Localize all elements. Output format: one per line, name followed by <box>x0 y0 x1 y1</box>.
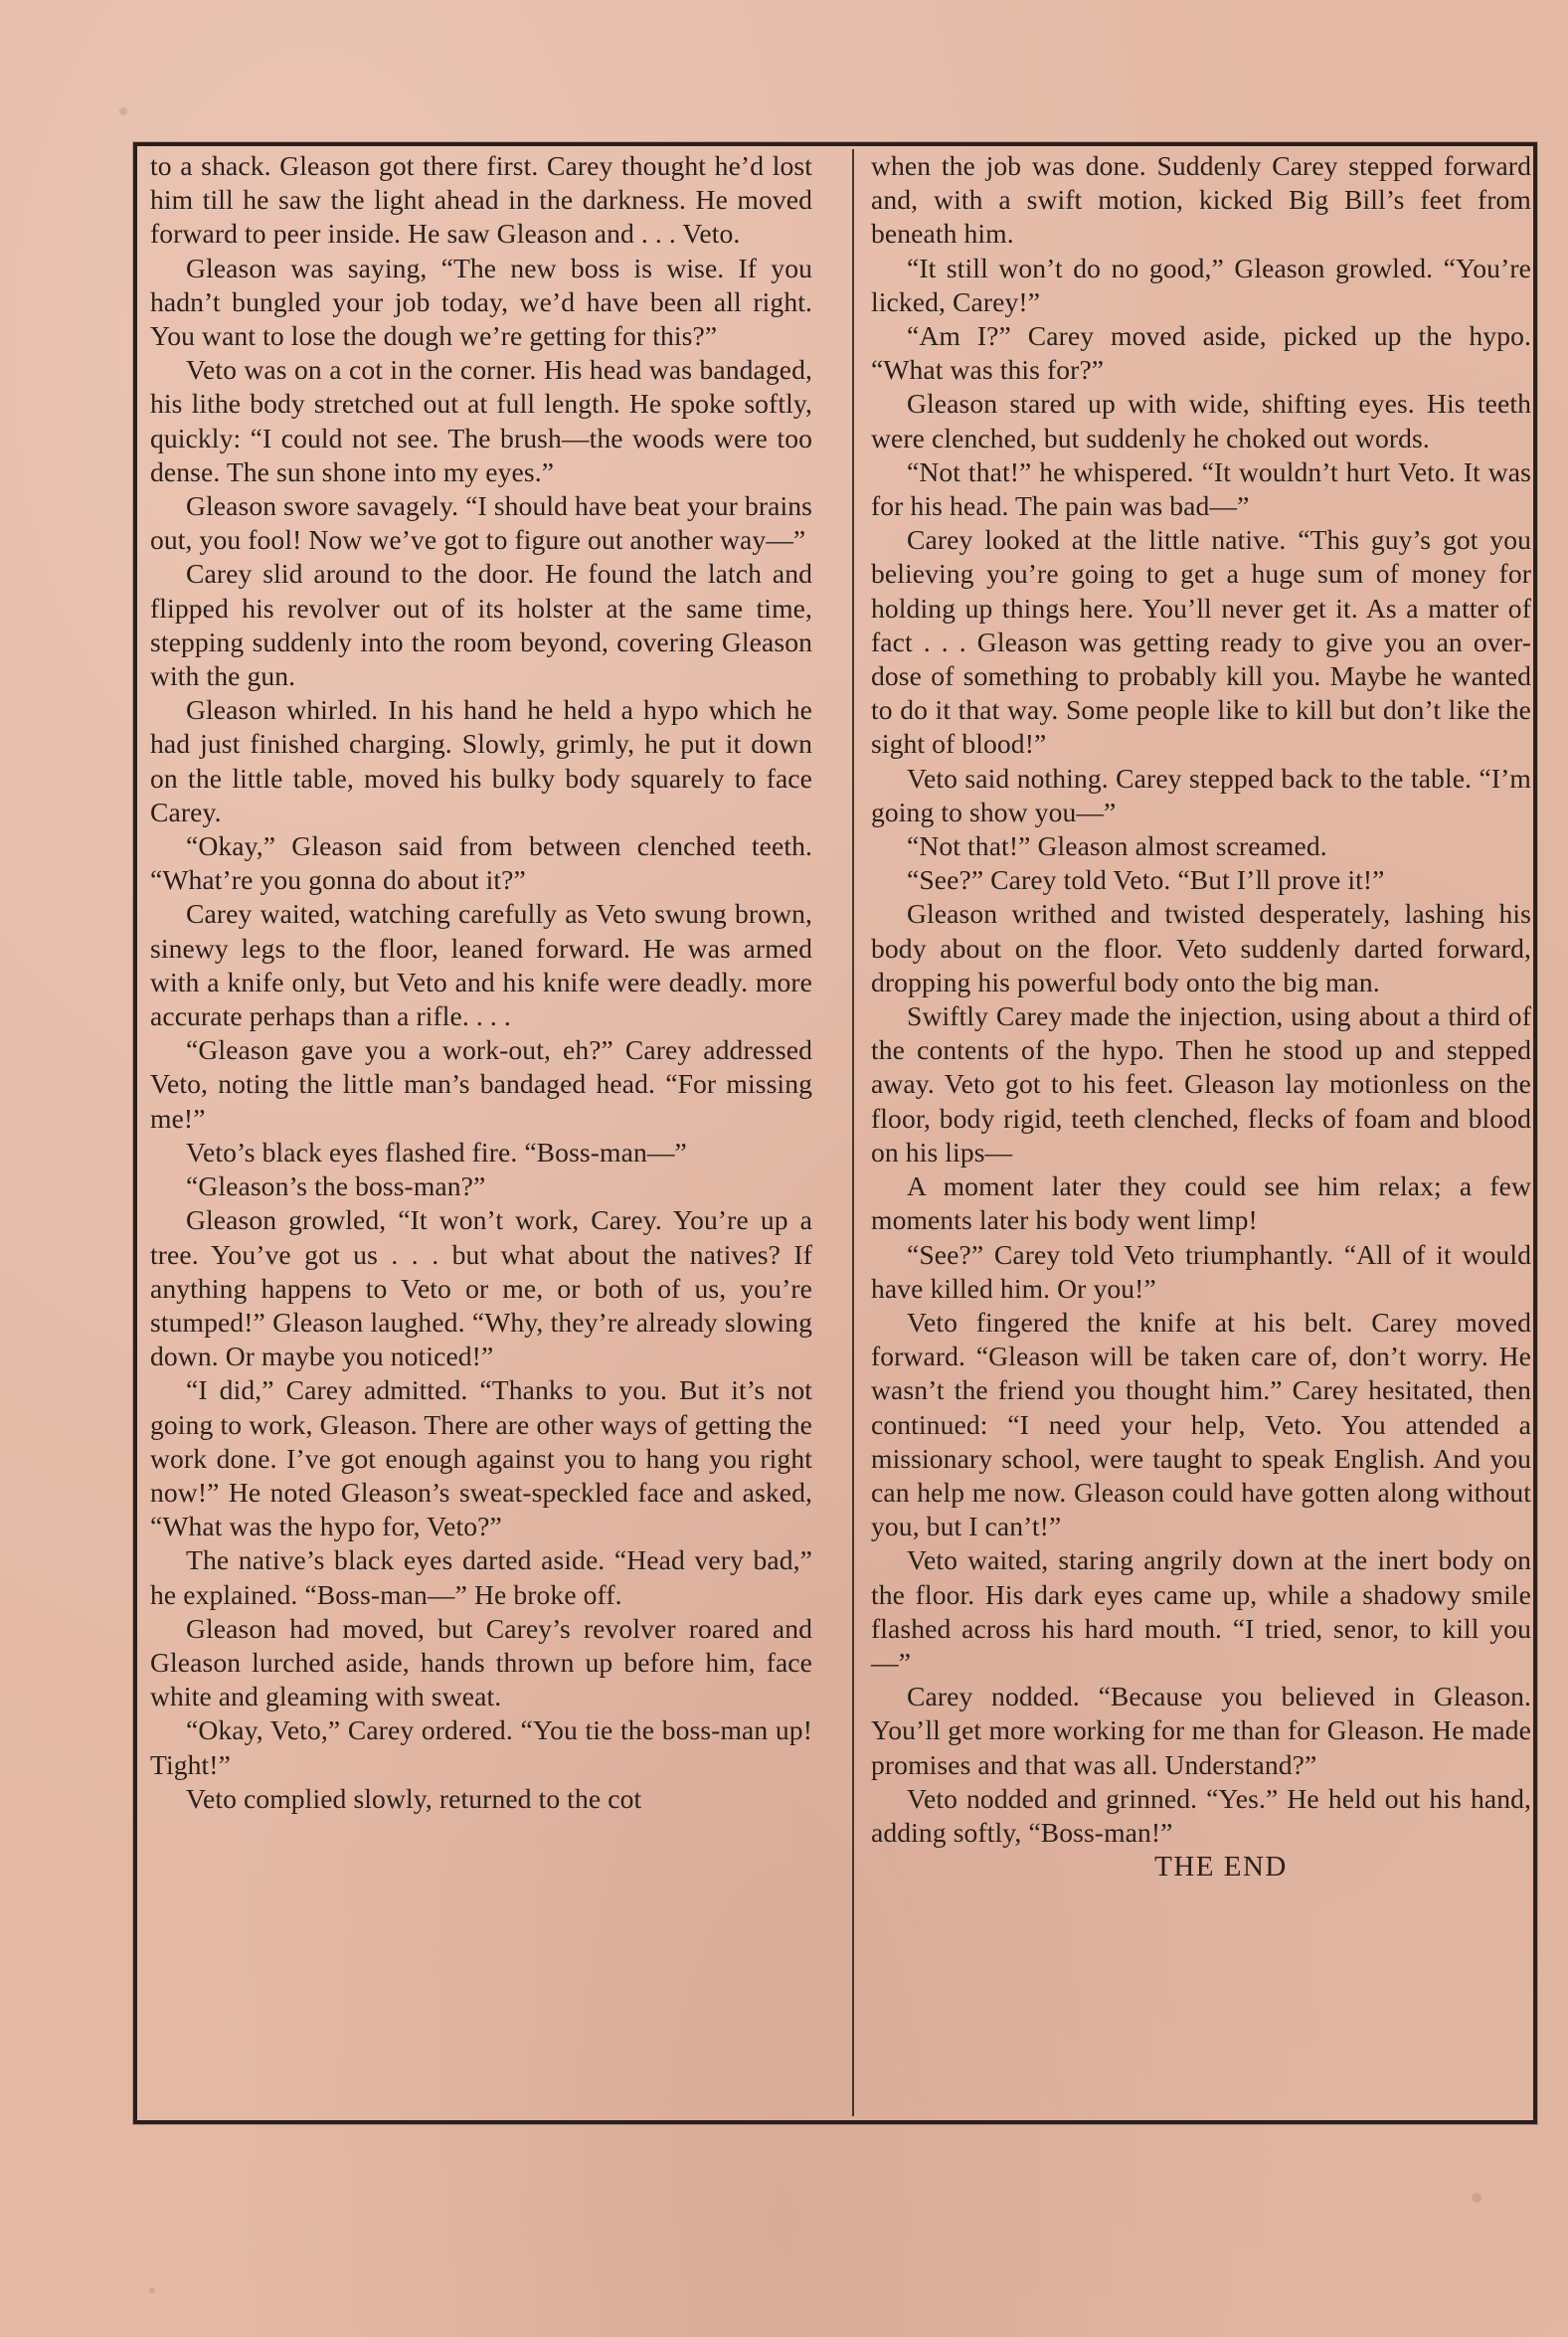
story-paragraph: “I did,” Carey admitted. “Thanks to you. But it’s not going to work, Gleason. There are other ways of getting the work done. I’ve got enough against you to hang you right now!” He noted Gleason’s sweat-speckled face and asked, “What was the hypo for, Veto?” <box>150 1374 812 1542</box>
story-paragraph: “Not that!” he whispered. “It wouldn’t hurt Veto. It was for his head. The pain was bad—” <box>871 455 1531 522</box>
story-paragraph: “Okay, Veto,” Carey ordered. “You tie the boss-man up! Tight!” <box>150 1714 812 1780</box>
story-paragraph: The native’s black eyes darted aside. “Head very bad,” he explained. “Boss-man—” He broke off. <box>150 1544 812 1610</box>
story-paragraph: Veto said nothing. Carey stepped back to the table. “I’m going to show you—” <box>871 762 1531 827</box>
left-column <box>150 149 812 1816</box>
page-stain <box>1472 2193 1481 2203</box>
story-paragraph: “It still won’t do no good,” Gleason growled. “You’re licked, Carey!” <box>871 252 1531 317</box>
story-paragraph: Swiftly Carey made the injection, using about a third of the contents of the hypo. Then he stood up and stepped away. Veto got to his feet. Gleason lay motionless on the floor, body rigid, teeth clenched, flecks of foam and blood on his lips— <box>871 1000 1531 1168</box>
story-paragraph: Carey looked at the little native. “This guy’s got you believing you’re going to get a huge sum of money for holding up things here. You’ll never get it. As a matter of fact . . . Gleason was getting ready to give you an over-dose of something to probably kill you. Maybe he wanted to do it that way. Some people like to kill but don’t like the sight of blood!” <box>871 524 1531 760</box>
story-paragraph: “See?” Carey told Veto triumphantly. “All of it would have killed him. Or you!” <box>871 1238 1531 1304</box>
story-paragraph: Carey nodded. “Because you believed in Gleason. You’ll get more working for me than for Gleason. He made promises and that was all. Understand?” <box>871 1681 1531 1780</box>
story-paragraph: Veto’s black eyes flashed fire. “Boss-man—” <box>186 1136 687 1168</box>
story-paragraph: Gleason had moved, but Carey’s revolver roared and Gleason lurched aside, hands thrown up before him, face white and gleaming with sweat. <box>150 1612 812 1712</box>
story-paragraph: Carey waited, watching carefully as Veto swung brown, sinewy legs to the floor, leaned forward. He was armed with a knife only, but Veto and his knife were deadly. more accurate perhaps than a rifle. . . . <box>150 898 812 1032</box>
story-paragraph: Veto was on a cot in the corner. His head was bandaged, his lithe body stretched out at full length. He spoke softly, quickly: “I could not see. The brush—the woods were too dense. The sun shone into my eyes.” <box>150 354 812 487</box>
story-paragraph: Veto waited, staring angrily down at the inert body on the floor. His dark eyes came up, while a shadowy smile flashed across his hard mouth. “I tried, senor, to kill you—” <box>871 1544 1531 1678</box>
story-paragraph: “Not that!” Gleason almost screamed. <box>907 830 1327 862</box>
page-stain <box>119 107 127 115</box>
story-paragraph: Gleason growled, “It won’t work, Carey. You’re up a tree. You’ve got us . . . but what about the natives? If anything happens to Veto or me, or both of us, you’re stumped!” Gleason laughed. “Why, they’re already slowing down. Or maybe you noticed!” <box>150 1204 812 1372</box>
story-paragraph: Gleason stared up with wide, shifting eyes. His teeth were clenched, but suddenly he choked out words. <box>871 388 1531 453</box>
right-column <box>871 149 1531 1884</box>
story-paragraph: “Gleason gave you a work-out, eh?” Carey addressed Veto, noting the little man’s bandaged head. “For missing me!” <box>150 1034 812 1134</box>
page-stain <box>149 2287 155 2293</box>
story-paragraph: Veto complied slowly, returned to the cot <box>186 1782 642 1814</box>
story-paragraph: Carey slid around to the door. He found the latch and flipped his revolver out of its holster at the same time, stepping suddenly into the room beyond, covering Gleason with the gun. <box>150 558 812 692</box>
story-paragraph: to a shack. Gleason got there first. Carey thought he’d lost him till he saw the light ahead in the darkness. He moved forward to peer inside. He saw Gleason and . . . Veto. <box>150 150 812 250</box>
story-paragraph: Veto fingered the knife at his belt. Carey moved forward. “Gleason will be taken care of, don’t worry. He wasn’t the friend you thought him.” Carey hesitated, then continued: “I need your help, Veto. You attended a missionary school, were taught to speak English. And you can help me now. Gleason could have gotten along without you, but I can’t!” <box>871 1306 1531 1542</box>
story-paragraph: “Okay,” Gleason said from between clenched teeth. “What’re you gonna do about it?” <box>150 830 812 896</box>
story-paragraph: A moment later they could see him relax; a few moments later his body went limp! <box>871 1170 1531 1236</box>
story-paragraph: Veto nodded and grinned. “Yes.” He held out his hand, adding softly, “Boss-man!” <box>871 1782 1531 1848</box>
story-paragraph: “Gleason’s the boss-man?” <box>186 1170 486 1202</box>
story-paragraph: “Am I?” Carey moved aside, picked up the hypo. “What was this for?” <box>871 320 1531 386</box>
story-paragraph: when the job was done. Suddenly Carey stepped forward and, with a swift motion, kicked Big Bill’s feet from beneath him. <box>871 150 1531 250</box>
story-paragraph: Gleason swore savagely. “I should have beat your brains out, you fool! Now we’ve got to figure out another way—” <box>150 490 812 556</box>
story-paragraph: Gleason whirled. In his hand he held a hypo which he had just finished charging. Slowly, grimly, he put it down on the little table, moved his bulky body squarely to face Carey. <box>150 694 812 827</box>
the-end-label: THE END <box>1154 1851 1288 1884</box>
story-paragraph: “See?” Carey told Veto. “But I’ll prove it!” <box>907 864 1385 896</box>
column-divider <box>852 149 854 2116</box>
story-paragraph: Gleason writhed and twisted desperately, lashing his body about on the floor. Veto suddenly darted forward, dropping his powerful body onto the big man. <box>871 898 1531 997</box>
story-paragraph: Gleason was saying, “The new boss is wise. If you hadn’t bungled your job today, we’d have been all right. You want to lose the dough we’re getting for this?” <box>150 252 812 352</box>
